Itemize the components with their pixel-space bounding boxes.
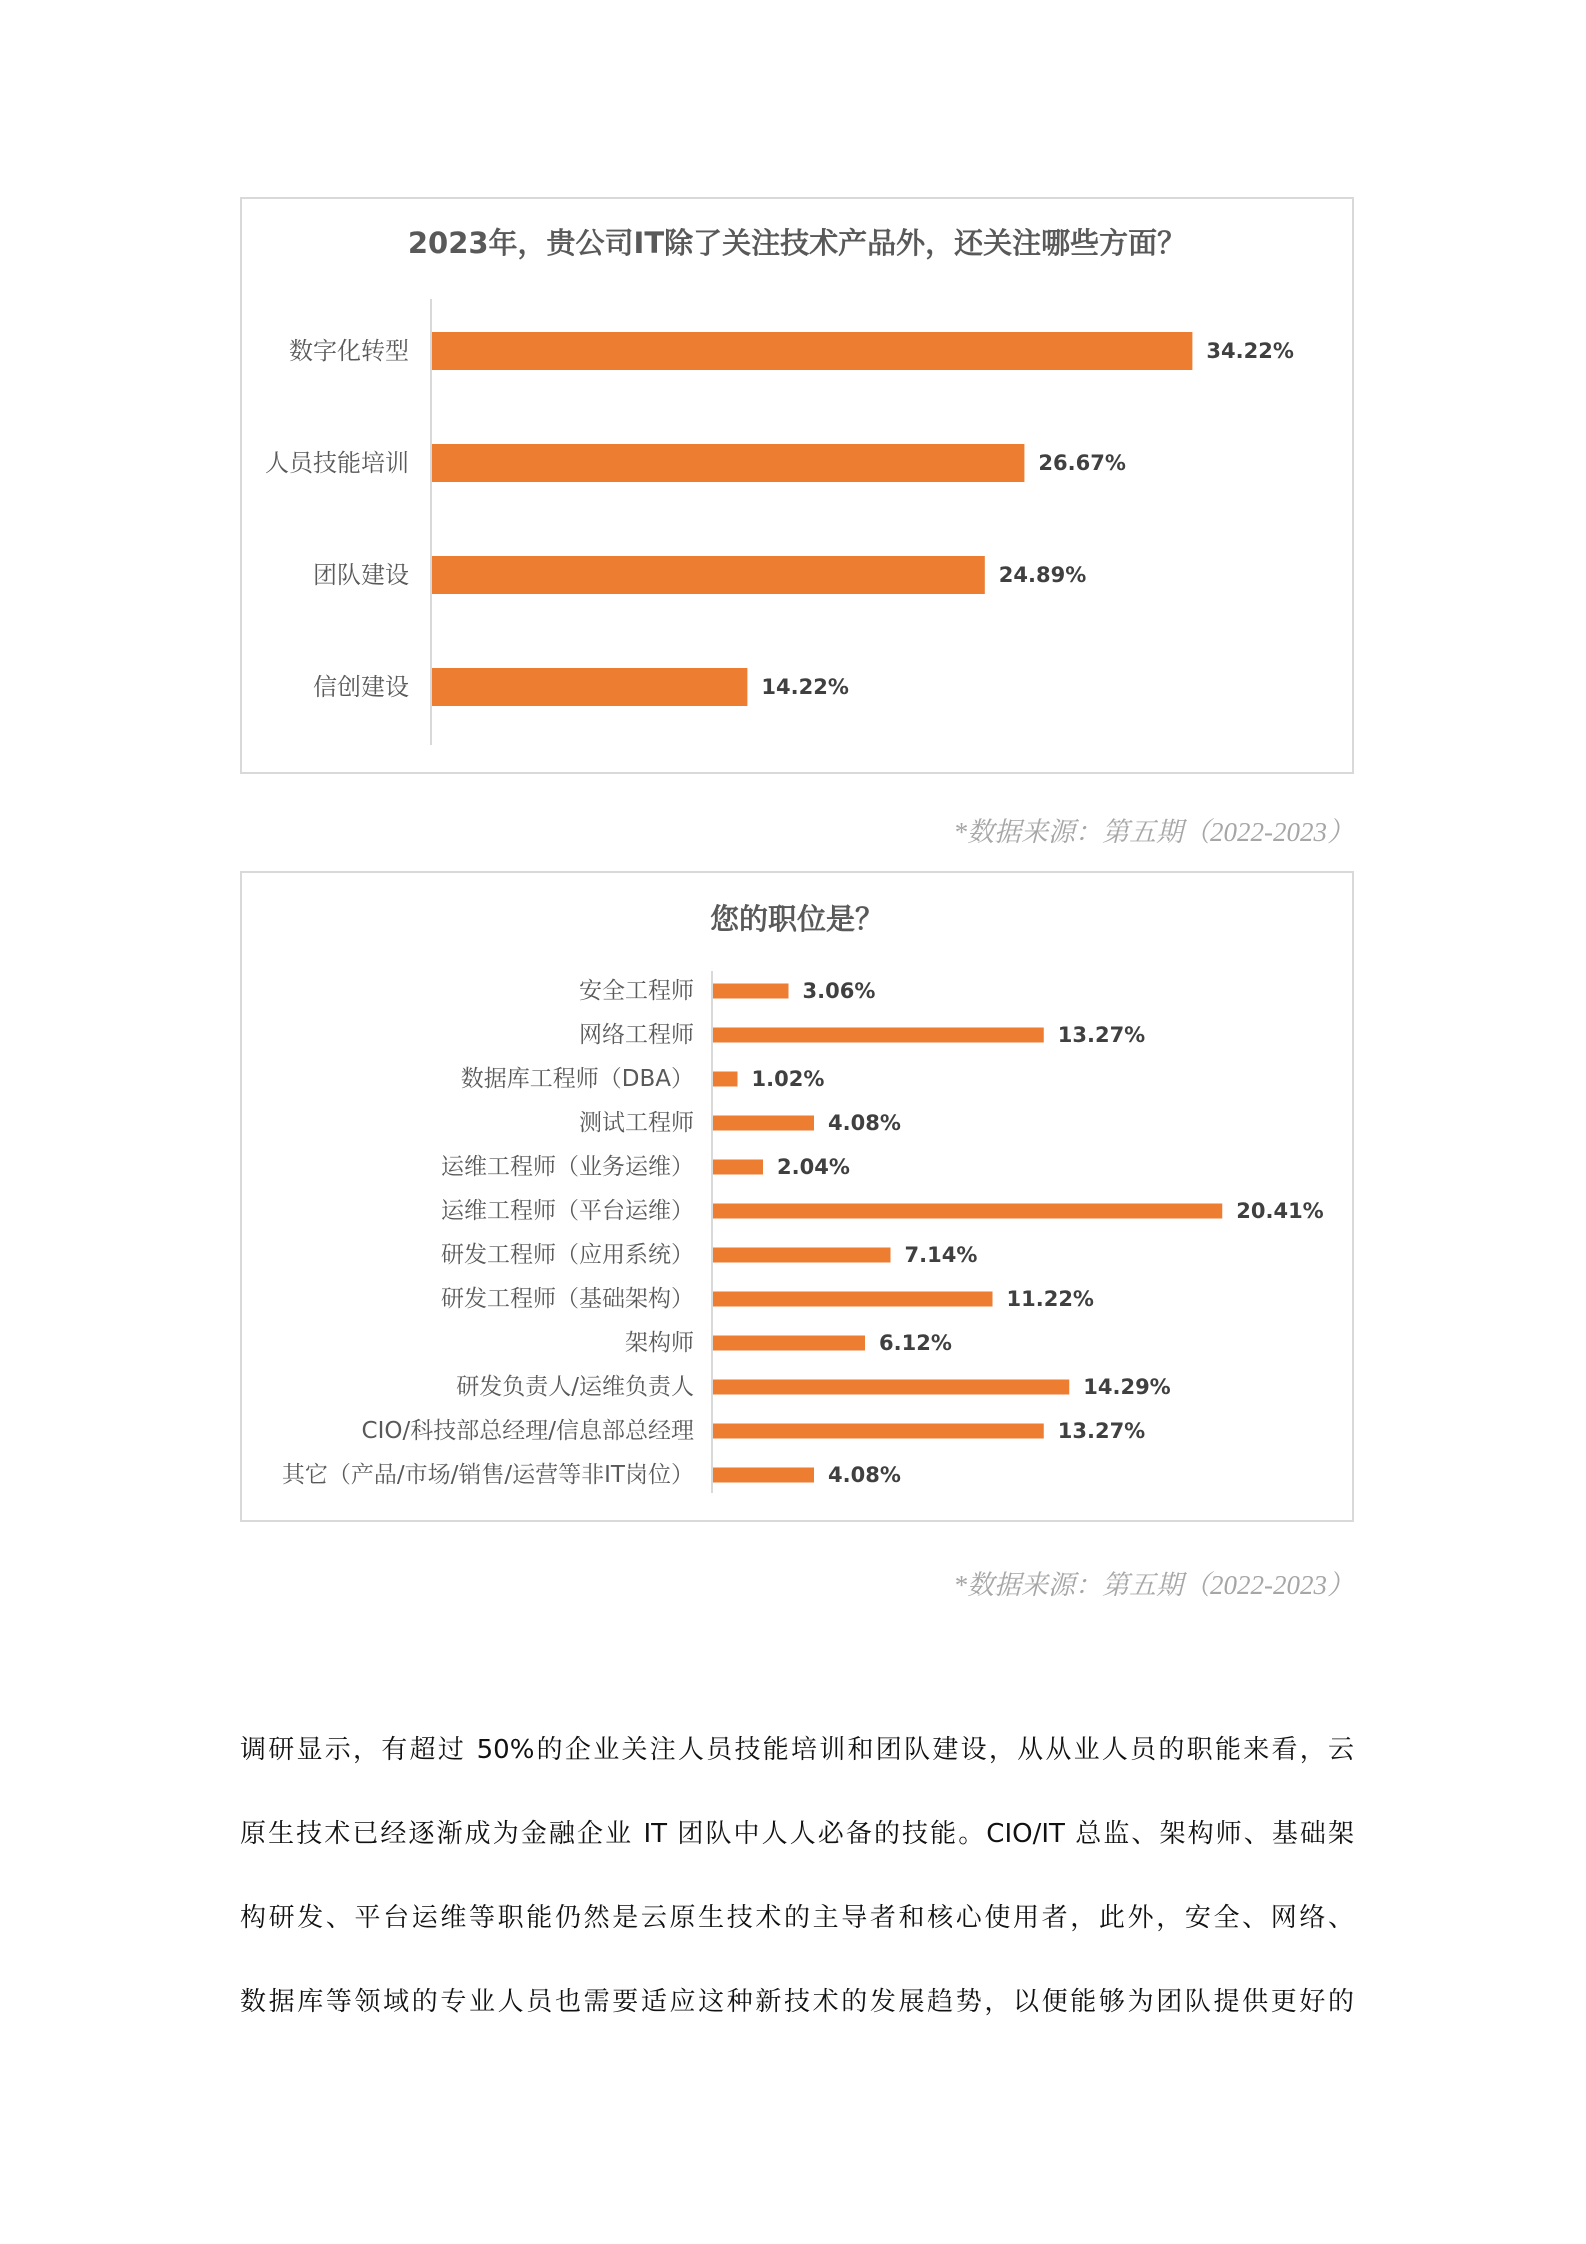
chart-title: 您的职位是？ [709,902,884,936]
source-note: *数据来源：第五期（2022-2023） [953,1570,1354,1600]
bar [713,1160,763,1175]
category-label: 数据库工程师（DBA） [460,1066,694,1092]
bar [432,332,1192,370]
data-label: 24.89% [998,563,1087,587]
category-label: 团队建设 [313,561,409,589]
data-label: 26.67% [1038,451,1126,475]
category-label: 人员技能培训 [265,449,409,477]
body-paragraph [240,1708,1354,2044]
source-note: *数据来源：第五期（2022-2023） [953,817,1354,847]
body-line: 调研显示，有超过 50%的企业关注人员技能培训和团队建设，从从业人员的职能来看，云 [240,1735,1354,1765]
category-label: 网络工程师 [579,1022,694,1048]
bar [713,1468,814,1483]
bar [713,1292,993,1307]
bar [432,556,985,594]
bar [432,444,1024,482]
category-label: CIO/科技部总经理/信息部总经理 [361,1418,694,1444]
chart-plot-area [242,873,1352,1520]
category-label: 测试工程师 [579,1110,694,1136]
data-label: 34.22% [1206,339,1294,363]
bar [713,1424,1044,1439]
body-line: 数据库等领域的专业人员也需要适应这种新技术的发展趋势，以便能够为团队提供更好的 [240,1987,1354,2017]
data-label: 7.14% [904,1243,978,1267]
category-label: 运维工程师（业务运维） [441,1154,694,1180]
data-label: 4.08% [828,1111,901,1135]
bar [713,1116,814,1131]
chart-plot-area [242,199,1352,772]
data-label: 2.04% [777,1155,850,1179]
data-label: 6.12% [879,1331,952,1355]
category-label: 架构师 [625,1330,694,1356]
data-label: 13.27% [1057,1419,1146,1443]
category-label: 信创建设 [313,673,409,701]
chart-title: 2023年，贵公司IT除了关注技术产品外，还关注哪些方面？ [407,226,1187,260]
data-label: 14.22% [761,675,849,699]
category-label: 研发工程师（基础架构） [441,1286,694,1312]
bar [713,1248,891,1263]
data-label: 20.41% [1236,1199,1324,1223]
body-line: 原生技术已经逐渐成为金融企业 IT 团队中人人必备的技能。CIO/IT 总监、架构师、基础架 [240,1819,1354,1849]
category-label: 研发负责人/运维负责人 [456,1374,694,1400]
chart-job-roles [240,871,1354,1522]
data-label: 1.02% [751,1067,825,1091]
data-label: 13.27% [1057,1023,1146,1047]
bar [713,1072,738,1087]
bar [713,984,789,999]
data-label: 3.06% [802,979,876,1003]
category-label: 安全工程师 [579,978,694,1004]
chart-focus-areas [240,197,1354,774]
category-label: 运维工程师（平台运维） [441,1198,694,1224]
category-label: 其它（产品/市场/销售/运营等非IT岗位） [281,1462,694,1488]
data-label: 11.22% [1006,1287,1094,1311]
bar [713,1204,1222,1219]
bar [713,1380,1069,1395]
bar [432,668,747,706]
category-label: 数字化转型 [289,337,409,365]
body-line: 构研发、平台运维等职能仍然是云原生技术的主导者和核心使用者，此外，安全、网络、 [240,1903,1354,1933]
data-label: 14.29% [1083,1375,1171,1399]
category-label: 研发工程师（应用系统） [441,1242,694,1268]
data-label: 4.08% [828,1463,901,1487]
bar [713,1336,865,1351]
bar [713,1028,1044,1043]
